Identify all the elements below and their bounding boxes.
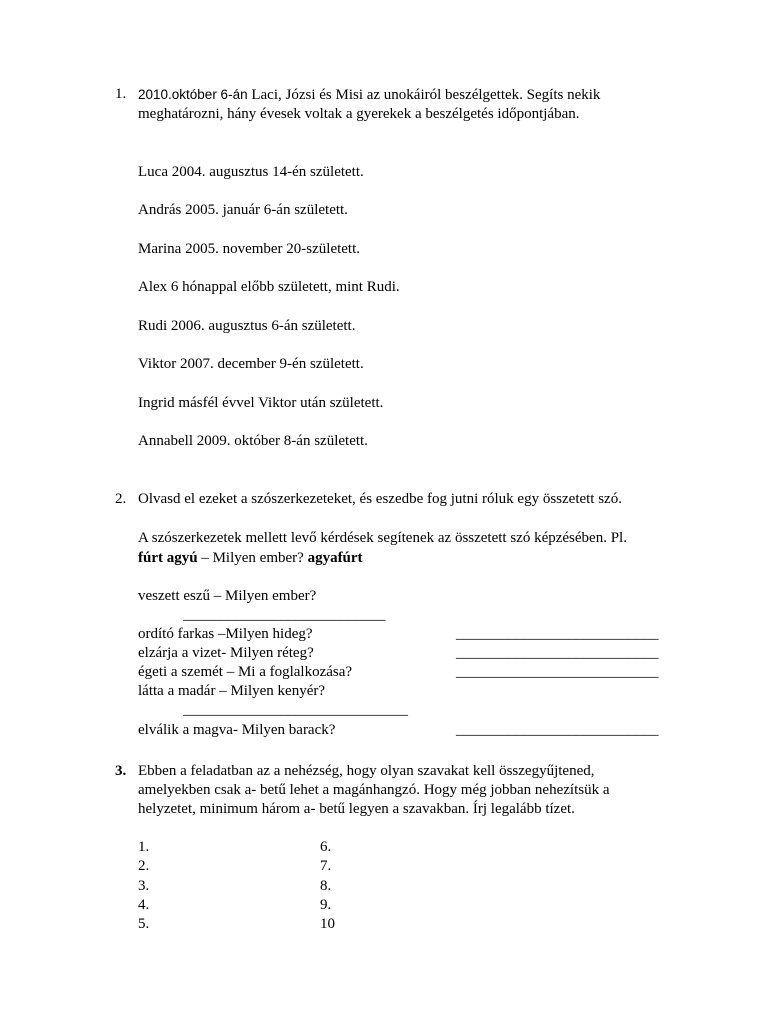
example-question: – Milyen ember? xyxy=(197,550,308,566)
child-line: Viktor 2007. december 9-én született. xyxy=(138,356,364,372)
child-line: Ingrid másfél évvel Viktor után született. xyxy=(138,395,384,411)
phrase-item: veszett eszű – Milyen ember? xyxy=(138,588,317,604)
phrase-item: ordító farkas –Milyen hideg? xyxy=(138,626,313,642)
answer-number: 3. xyxy=(138,878,150,894)
answer-blank[interactable]: ___________________________ xyxy=(456,664,659,680)
answer-blank[interactable]: ______________________________ xyxy=(183,702,408,718)
answer-blank[interactable]: ___________________________ xyxy=(456,626,659,642)
task3-line: amelyekben csak a- betű lehet a magánhangzó. Hogy még jobban nehezítsük a xyxy=(138,782,610,798)
task1-intro-text: Laci, Józsi és Misi az unokáiról beszélgettek. Segíts nekik xyxy=(247,87,601,103)
answer-number: 2. xyxy=(138,858,150,874)
answer-number: 4. xyxy=(138,897,150,913)
phrase-item: elzárja a vizet- Milyen réteg? xyxy=(138,645,314,661)
child-line: Marina 2005. november 20-született. xyxy=(138,241,361,257)
answer-number: 5. xyxy=(138,916,150,932)
task1-intro-date: 2010.október 6-án xyxy=(138,87,248,102)
child-line: András 2005. január 6-án született. xyxy=(138,202,348,218)
task3-line: Ebben a feladatban az a nehézség, hogy olyan szavakat kell összegyűjtened, xyxy=(138,763,595,779)
answer-number: 8. xyxy=(320,878,332,894)
phrase-item: elválik a magva- Milyen barack? xyxy=(138,722,336,738)
example-answer: agyafúrt xyxy=(307,550,363,566)
answer-number: 9. xyxy=(320,897,332,913)
answer-number: 1. xyxy=(138,839,150,855)
task2-hint: A szószerkezetek mellett levő kérdések segítenek az összetett szó képzésében. Pl. xyxy=(138,530,627,546)
answer-number: 7. xyxy=(320,858,332,874)
answer-number: 6. xyxy=(320,839,332,855)
phrase-item: égeti a szemét – Mi a foglalkozása? xyxy=(138,664,353,680)
answer-number: 10 xyxy=(320,916,335,932)
task2-example xyxy=(138,549,363,568)
task2-instruction: Olvasd el ezeket a szószerkezeteket, és eszedbe fog jutni róluk egy összetett szó. xyxy=(138,491,622,507)
child-line: Alex 6 hónappal előbb született, mint Rudi. xyxy=(138,279,400,295)
child-line: Annabell 2009. október 8-án született. xyxy=(138,433,368,449)
task3-number: 3. xyxy=(115,763,127,779)
task2-number: 2. xyxy=(115,491,127,507)
child-line: Luca 2004. augusztus 14-én született. xyxy=(138,164,364,180)
child-line: Rudi 2006. augusztus 6-án született. xyxy=(138,318,356,334)
task3-line: helyzetet, minimum három a- betű legyen a szavakban. Írj legalább tízet. xyxy=(138,801,575,817)
task1-intro-line2: meghatározni, hány évesek voltak a gyerekek a beszélgetés időpontjában. xyxy=(138,106,580,122)
answer-blank[interactable]: ___________________________ xyxy=(456,645,659,661)
answer-blank[interactable]: ___________________________ xyxy=(183,607,386,623)
example-phrase: fúrt agyú xyxy=(138,550,198,566)
task1-number: 1. xyxy=(115,86,127,102)
answer-blank[interactable]: ___________________________ xyxy=(456,722,659,738)
phrase-item: látta a madár – Milyen kenyér? xyxy=(138,683,326,699)
task1-intro xyxy=(138,85,600,105)
